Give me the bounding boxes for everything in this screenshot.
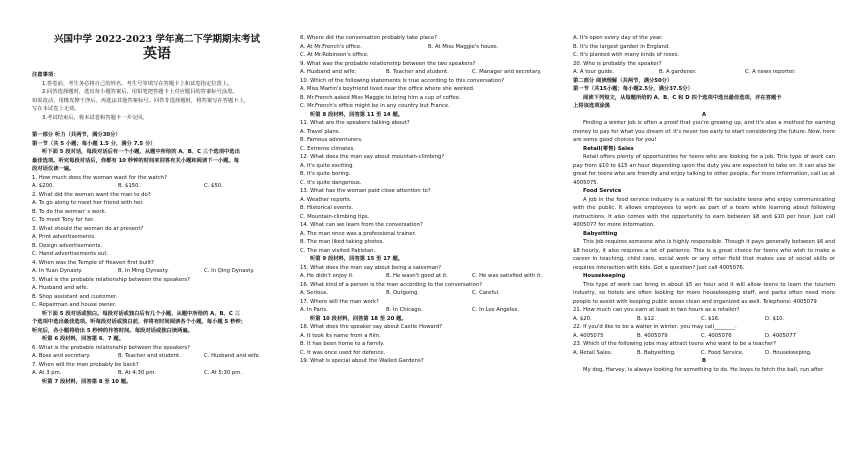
option[interactable]: A. It took its name from a film. (300, 332, 381, 339)
passage-a-paragraph: This type of work can bring in about $5 an hour and it will allow teens to learn the tourism industry, so hotels are often looking for more housekeeping staff, and parks often need more people to assist with keeping public areas clean and organized as well. Telephone: 4005079 (573, 281, 835, 305)
options-q6 (32, 352, 282, 361)
option[interactable]: D. Housekeeping. (765, 349, 812, 356)
question-3: 3. What should the woman do at present? (32, 225, 144, 232)
listen-heading: 听第 10 段材料，回答第 18 至 20 题。 (310, 315, 407, 322)
note-line: 1.答卷前，考生务必将自己的姓名、考生号等填写在答题卡上和试卷指定位置上。 (42, 80, 233, 87)
options-q7 (32, 369, 282, 378)
option[interactable]: D. 4005077 (765, 332, 797, 339)
note-line: 2.回答选择题时，选出每小题答案后，用铅笔把答题卡上对应题目的答案标号涂黑。 (42, 89, 238, 95)
option[interactable]: B. Shop assistant and customer. (32, 293, 118, 300)
question-13: 13. What has the woman paid close attention to? (300, 188, 431, 194)
option[interactable]: C. Husband and wife. (204, 353, 261, 359)
listen-heading: 听第 9 段材料，回答第 15 至 17 题。 (310, 256, 404, 262)
option[interactable]: C. Repairman and house owner. (32, 302, 117, 308)
listen-heading: 听第 7 段材料，回答第 8 至 10 题。 (42, 378, 132, 385)
option[interactable]: A. Retail Sales. (573, 349, 613, 356)
question-10: 10. Which of the following statements is true according to this conversation? (300, 77, 504, 84)
option[interactable]: C. Hand advertisements out. (32, 251, 109, 257)
option[interactable]: A. Boss and secretary. (32, 353, 91, 359)
passage-a-paragraph: Finding a winter job is often a proof that you're growing up, and it's also a method for earning money to pay for what you dream of. It's never too early to start considering the future. Now, here are some good choices for you! (573, 120, 835, 143)
option[interactable]: C. The man visited Pakistan. (300, 247, 376, 254)
option[interactable]: C. Extreme climates. (300, 145, 356, 152)
passage-a-heading: Retail(零售) Sales (583, 145, 634, 152)
note-line: 3.考试结束后，将本试卷和答题卡一并交回。 (42, 114, 148, 121)
part1-instruction: 最佳选项。听完每段对话后，你都有 10 秒钟的时间来回答有关小题和阅读下一小题。每 (32, 157, 240, 164)
question-21: 21. How much can you earn at least in two hours as a retailer? (573, 307, 740, 313)
option[interactable]: B. At 4:30 pm. (118, 370, 157, 376)
passage-a-heading: Housekeeping (583, 273, 626, 279)
note-line: 如需改动，用橡皮擦干净后，再选涂其他答案标号。回答非选择题时，将答案写在答题卡上， (32, 97, 250, 104)
part2-instruction: 上将该选项涂黑 (573, 103, 611, 109)
option[interactable]: C. $16. (701, 315, 720, 322)
note-line: 写在本试卷上无效。 (32, 106, 80, 112)
listen-heading: 听第 6 段材料，回答第 6、7 题。 (42, 336, 124, 342)
option[interactable]: B. Historical events. (300, 205, 354, 211)
option[interactable]: B. Babysitting. (637, 349, 676, 356)
question-8: 8. Where did the conversation probably take place? (300, 35, 437, 41)
option[interactable]: C. At Mr.Robinson's office. (300, 52, 369, 58)
option[interactable]: C. To meet Tony for her. (32, 217, 95, 223)
option[interactable]: B. Teacher and student. (118, 353, 181, 359)
option[interactable]: A. 4005075 (573, 332, 604, 339)
option[interactable]: A. At Mr.French's office. (300, 43, 362, 50)
listen-heading: 听第 8 段材料，回答第 11 至 14 题。 (310, 111, 404, 118)
question-17: 17. Where will the man work? (300, 298, 379, 305)
option[interactable]: C. Food Service. (701, 349, 744, 356)
question-20: 20. Who is probably the speaker? (573, 60, 662, 67)
option[interactable]: B. At Miss Maggie's house. (428, 43, 499, 50)
option[interactable]: C. It's planted with many kinds of roses. (573, 52, 680, 58)
options-q22 (573, 332, 835, 341)
option[interactable]: A. A tour guide. (573, 69, 615, 75)
option[interactable]: C. Mr.French's office might be in any country but France. (300, 103, 450, 109)
question-12: 12. What does the man say about mountain-climbing? (300, 154, 445, 160)
option[interactable]: B. 4005079 (637, 332, 668, 339)
option[interactable]: B. A gardener. (659, 69, 697, 75)
option[interactable]: C. In Qing Dynasty. (204, 268, 255, 274)
school-title: 兴国中学 2022-2023 学年高二下学期期末考试 (54, 34, 260, 45)
option[interactable]: B. In Chicago. (386, 307, 423, 313)
option[interactable]: C. Mountain-climbing tips. (300, 213, 370, 220)
passage-a-body (573, 119, 835, 306)
options-q4 (32, 267, 282, 276)
part1-instruction: 听下面 5 段对话，每段对话后有一个小题，从题中所给的 A、B、C 三个选项中选出 (42, 149, 240, 155)
options-q21 (573, 315, 835, 324)
option[interactable]: C. In Los Angeles. (472, 307, 519, 313)
question-22: 22. If you'd like to be a waiter in winter, you may call________. (573, 324, 737, 330)
option[interactable]: A. The man once was a professional trainer. (300, 230, 417, 237)
question-7: 7. When will the man probably be back? (32, 361, 139, 368)
question-9: 9. What was the probable relationship between the two speakers? (300, 60, 476, 67)
question-11: 11. What are the speakers talking about? (300, 120, 410, 126)
options-q17 (300, 306, 555, 315)
option[interactable]: A. $20. (573, 315, 592, 322)
question-15: 15. What does the man say about being a salesman? (300, 264, 442, 271)
option[interactable]: C. It's quite dangerous. (300, 179, 362, 186)
option[interactable]: C. A news reporter. (745, 69, 796, 75)
option[interactable]: A. In Paris. (300, 307, 328, 313)
question-19: 19. What is special about the Walled Gardens? (300, 358, 424, 364)
part1-section1: 第一节（共 5 小题；每小题 1.5 分，满分 7.5 分） (32, 140, 156, 147)
option[interactable]: A. Miss Martin's boyfriend lived near the office where she worked. (300, 86, 475, 92)
part2-instruction: 阅读下列短文，从每题所给的 A、B、C 和 D 四个选项中选出最佳选项，并在答题卡 (583, 94, 782, 101)
option[interactable]: B. Teacher and student. (386, 69, 449, 75)
options-q1 (32, 182, 282, 191)
options-q16 (300, 289, 555, 298)
option[interactable]: C. It was once used for defence. (300, 349, 386, 356)
passage-b-label: B (701, 358, 707, 364)
option[interactable]: B. Outgoing. (386, 290, 420, 296)
question-2: 2. What did the woman want the man to do? (32, 191, 151, 198)
part1-section2-instruction: 听下面 5 段对话或独白。每段对话或独白后有几个小题，从题中所给的 A、B、C 三 (42, 310, 240, 317)
option[interactable]: B. $150. (118, 183, 141, 189)
option[interactable]: A. At 3 pm. (32, 370, 62, 376)
column-3 (573, 0, 835, 476)
option[interactable]: B. $12. (637, 315, 656, 322)
option[interactable]: C. Manager and secretary. (472, 69, 542, 75)
notes-title: 注意事项： (32, 72, 59, 78)
passage-a-paragraph: A job in the food service industry is a natural fit for sociable teens who enjoy communicating with the public. It allows employees to work as part of a team while learning about following instructions. It also comes with the opportunity to earn between $8 and $10 per hour. Just call 4005077 for more information. (573, 196, 835, 228)
option[interactable]: B. It has been home to a family. (300, 341, 385, 347)
question-6: 6. What is the probable relationship between the speakers? (32, 344, 190, 351)
part1-instruction: 段对话仅读一遍。 (32, 166, 75, 172)
option[interactable]: C. $50. (204, 183, 223, 189)
question-5: 5. What is the probable relationship between the speakers? (32, 276, 190, 283)
question-18: 18. What does the speaker say about Castle Howard? (300, 324, 443, 330)
question-1: 1. How much does the woman want for the watch? (32, 174, 167, 181)
options-q15 (300, 272, 555, 281)
option[interactable]: A. It's open every day of the year. (573, 35, 663, 41)
part1-title: 第一部分 听力（共两节，满分30分） (32, 132, 121, 138)
option[interactable]: B. Mr.French asked Miss Maggie to bring him a cup of coffee. (300, 94, 461, 101)
option[interactable]: B. Famous adventurers. (300, 137, 363, 143)
column-2 (300, 0, 555, 476)
question-4: 4. When was the Temple of Heaven first built? (32, 259, 154, 266)
option[interactable]: A. To go along to meet her friend with her. (32, 200, 144, 206)
question-14: 14. What can we learn from the conversation? (300, 222, 423, 228)
passage-a-heading: Babysitting (583, 230, 618, 237)
option[interactable]: A. It's quite exciting. (300, 162, 355, 169)
option[interactable]: A. In Yuan Dynasty. (32, 268, 83, 274)
option[interactable]: A. He didn't enjoy it. (300, 273, 354, 279)
option[interactable]: A. Weather reports. (300, 196, 352, 203)
options-q8 (300, 43, 555, 52)
options-q9 (300, 68, 555, 77)
option[interactable]: A. Serious. (300, 290, 329, 296)
option[interactable]: A. Travel plans. (300, 128, 341, 135)
passage-a-paragraph: Retail offers plenty of opportunities for teens who are looking for a job. This type of work can pay from $10 to $15 an hour depending upon the duty you are expected to take on. It can also be great for teens who are friendly and enjoy talking to other people. For more information, call us at 4005075. (573, 154, 835, 186)
option[interactable]: B. He wasn't good at it. (386, 273, 448, 279)
option[interactable]: D. $10. (765, 315, 785, 322)
option[interactable]: B. The man liked taking photos. (300, 239, 385, 245)
part2-title: 第二部分 阅读理解（共两节，满分50分） (573, 77, 673, 84)
option[interactable]: C. Careful. (472, 290, 500, 296)
column-1 (32, 0, 282, 442)
passage-a-heading: Food Service (583, 188, 622, 194)
option[interactable]: B. Design advertisements. (32, 242, 103, 249)
passage-b-text: My dog, Harvey, is always looking for something to do. He loves to fetch the ball, run after (583, 366, 824, 373)
options-q20 (573, 68, 835, 77)
option[interactable]: B. It's quite boring. (300, 171, 351, 177)
part1-section2-instruction: 听完后，各小题将给出 5 秒钟的作答时间。每段对话或独白读两遍。 (32, 327, 193, 334)
option[interactable]: A. Print advertisements. (32, 234, 96, 240)
option[interactable]: B. To do the woman' s work. (32, 208, 107, 215)
passage-a-label: A (701, 111, 707, 118)
option[interactable]: B. In Ming Dynasty. (118, 268, 169, 274)
option[interactable]: C. He was satisfied with it. (472, 273, 543, 279)
question-16: 16. What kind of a person is the man according to the conversation? (300, 281, 483, 288)
part2-section1: 第一节（共15小题；每小题2.5分，满分37.5分） (573, 86, 693, 92)
option[interactable]: C. At 5:30 pm. (204, 370, 243, 376)
option[interactable]: A. Husband and wife. (300, 69, 357, 75)
option[interactable]: A. $200. (32, 183, 55, 189)
passage-a-paragraph: This job requires someone who is highly responsible. Though it pays generally between $6 and $8 hourly, it also requires a lot of patience. This is a great choice for teens who wish to make a career in teaching, child care, social work or any other field that makes use of social skills or requires interaction with kids. Got a question? Just call 4005076. (573, 239, 835, 271)
subject-title: 英语 (143, 46, 171, 62)
options-q23 (573, 349, 835, 358)
question-23: 23. Which of the following jobs may attract teens who want to be a teacher? (573, 341, 777, 347)
option[interactable]: A. Husband and wife. (32, 285, 89, 291)
option[interactable]: C. 4005076 (701, 332, 732, 339)
option[interactable]: B. It's the largest garden in England. (573, 43, 670, 50)
part1-section2-instruction: 个选项中选出最佳选项。听每段对话或独白前，你将有时间阅读各个小题，每小题 5 秒钟； (32, 319, 246, 325)
